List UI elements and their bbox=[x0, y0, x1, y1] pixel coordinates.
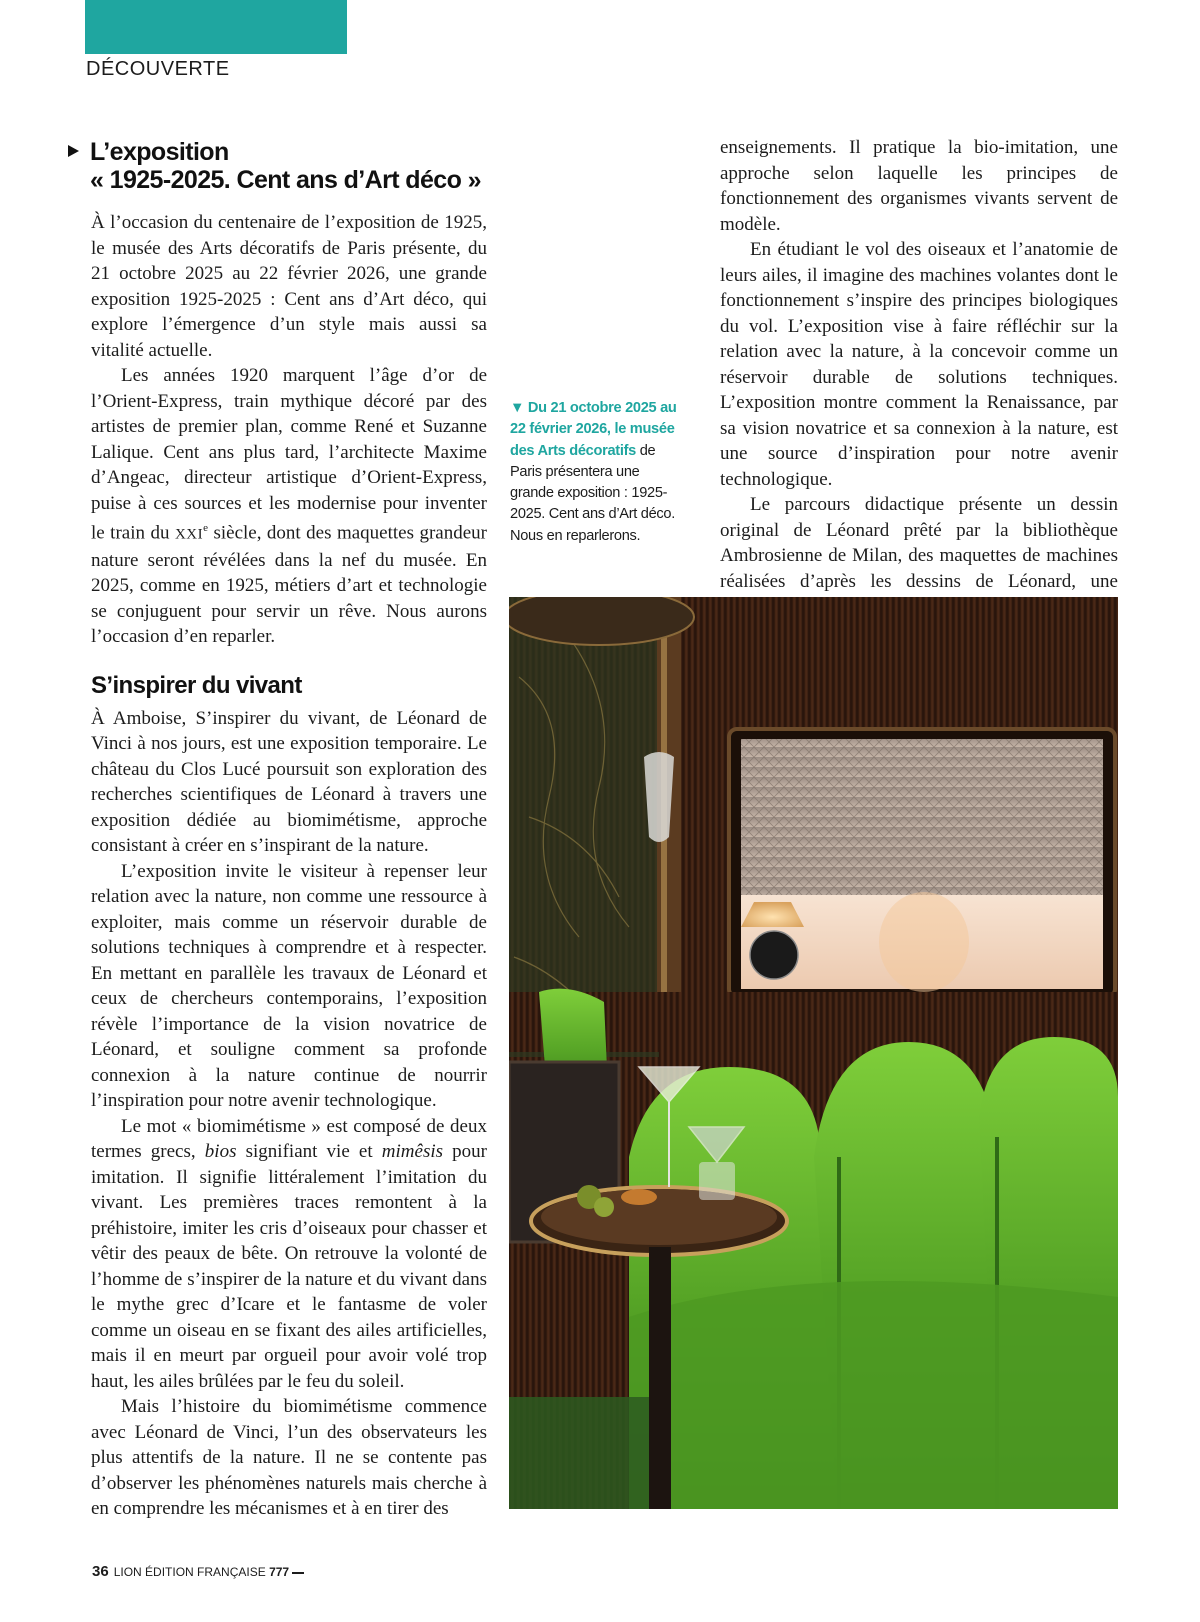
paragraph-intro: À l’occasion du centenaire de l’exposition de 1925, le musée des Arts décoratifs de Paris présente, du 21 octobre 2025 au 22 février 2026, une grande exposition 1925-2025 : Cent ans d’Art déco, qui explore l’émergence d’un style mais aussi sa vitalité actuelle. bbox=[91, 212, 487, 361]
paragraph-orient-express bbox=[91, 363, 487, 650]
paragraph-amboise: À Amboise, S’inspirer du vivant, de Léonard de Vinci à nos jours, est une exposition temporaire. Le château du Clos Lucé poursuit son exploration des recherches scientifiques de Léonard à travers une exposition dédiée au biomimétisme, approche consistant à créer en s’inspirant de la nature. bbox=[91, 707, 487, 857]
caption-highlight: ▼ Du 21 octobre 2025 au 22 février 2026, le musée des Arts décoratifs bbox=[510, 400, 677, 459]
paragraph-orient-express-text: Les années 1920 marquent l’âge d’or de l’Orient-Express, train mythique décoré par des artistes de premier plan, comme René et Suzanne Lalique. Cent ans plus tard, l’architecte Maxime d’Angeac, directeur artistique d’Orient-Express, puise à ces sources et les modernise pour inventer le train du bbox=[91, 365, 487, 544]
green-velvet-banquette bbox=[629, 1037, 1118, 1509]
footer-dash bbox=[292, 1572, 304, 1574]
century-numeral: XXI bbox=[174, 526, 204, 543]
section-label: DÉCOUVERTE bbox=[86, 58, 230, 80]
paragraph-parcours: Le parcours didactique présente un dessin original de Léonard prêté par la bibliothèque Ambrosienne de Milan, des maquettes de machines réalisées d’après les dessins de Léonard, une bbox=[720, 494, 1118, 592]
paragraph-enseignements: enseignements. Il pratique la bio-imitation, une approche selon laquelle les principes de fonctionnement des organismes vivants servent de modèle. bbox=[720, 137, 1118, 235]
page-number: 36 bbox=[92, 1563, 109, 1580]
paragraph-biomimetisme bbox=[91, 1114, 487, 1395]
headline-line-2: « 1925-2025. Cent ans d’Art déco » bbox=[90, 166, 481, 194]
train-interior-illustration bbox=[509, 597, 1118, 1509]
paragraph-vol-oiseaux: En étudiant le vol des oiseaux et l’anatomie de leurs ailes, il imagine des machines volantes dont le fonctionnement s’inspire des principes biologiques du vol. L’exposition vise à faire réfléchir sur la relation avec la nature, à la concevoir comme un réservoir durable de solutions techniques. L’exposition montre comment la Renaissance, par sa vision novatrice et sa connexion à la nature, est une source d’inspiration pour notre avenir technologique. bbox=[720, 239, 1118, 490]
headline-line-1: L’exposition bbox=[90, 138, 229, 166]
paragraph-leonard: Mais l’histoire du biomimétisme commence avec Léonard de Vinci, l’un des observateurs les plus attentifs de la nature. Il ne se contente pas d’observer les phénomènes naturels mais cherche à en comprendre les mécanismes et à en tirer des bbox=[91, 1396, 487, 1520]
train-interior-photo bbox=[509, 597, 1118, 1509]
paragraph-visiteur: L’exposition invite le visiteur à repenser leur relation avec la nature, non comme une ressource à exploiter, mais comme un réservoir durable de solutions techniques à comprendre et à respecter. En mettant en parallèle les travaux de Léonard et ceux de chercheurs contemporains, l’exposition révèle l’importance de la vision novatrice de Léonard, et souligne comment sa profonde connexion à la nature continue de nourrir l’inspiration pour notre avenir technologique. bbox=[91, 860, 487, 1112]
magazine-name: LION ÉDITION FRANÇAISE bbox=[113, 1565, 266, 1579]
triangle-bullet-icon bbox=[68, 145, 79, 157]
caption-text: de Paris présentera une grande exposition : 1925-2025. Cent ans d’Art déco. Nous en reparlerons. bbox=[510, 442, 676, 544]
paragraph-orient-express-tail: siècle, dont des maquettes grandeur nature seront révélées dans la nef du musée. En 2025, comme en 1925, métiers d’art et technologie se conjuguent pour servir un rêve. Nous aurons l’occasion d’en reparler. bbox=[91, 522, 487, 648]
term-mimesis: mimêsis bbox=[381, 1141, 444, 1163]
article-headline bbox=[90, 138, 510, 194]
term-bios: bios bbox=[204, 1141, 237, 1163]
p5-text-a: Le mot « biomimétisme » est composé de deux termes grecs, bbox=[91, 1115, 487, 1163]
p5-text-c: pour imitation. Il signifie littéralement l’imitation du vivant. Les premières traces remontent à la préhistoire, imiter les cris d’oiseaux pour chasser et vêtir des peaux de bête. On retrouve la volonté de l’homme de s’inspirer de la nature et du vivant dans le mythe grec d’Icare et le fantasme de voler comme un oiseau en se fixant des ailes artificielles, mais il en meurt par orgueil pour avoir volé trop haut, les ailes brûlées par le feu du soleil. bbox=[91, 1141, 488, 1392]
page-footer bbox=[92, 1563, 304, 1580]
photo-caption bbox=[510, 398, 685, 547]
left-column bbox=[91, 210, 487, 1522]
section-color-bar bbox=[85, 0, 347, 54]
subhead-vivant: S’inspirer du vivant bbox=[91, 671, 302, 699]
issue-number: 777 bbox=[269, 1565, 290, 1579]
century-superscript: e bbox=[203, 522, 208, 534]
right-column bbox=[720, 135, 1118, 620]
p5-text-b: signifiant vie et bbox=[236, 1141, 382, 1163]
